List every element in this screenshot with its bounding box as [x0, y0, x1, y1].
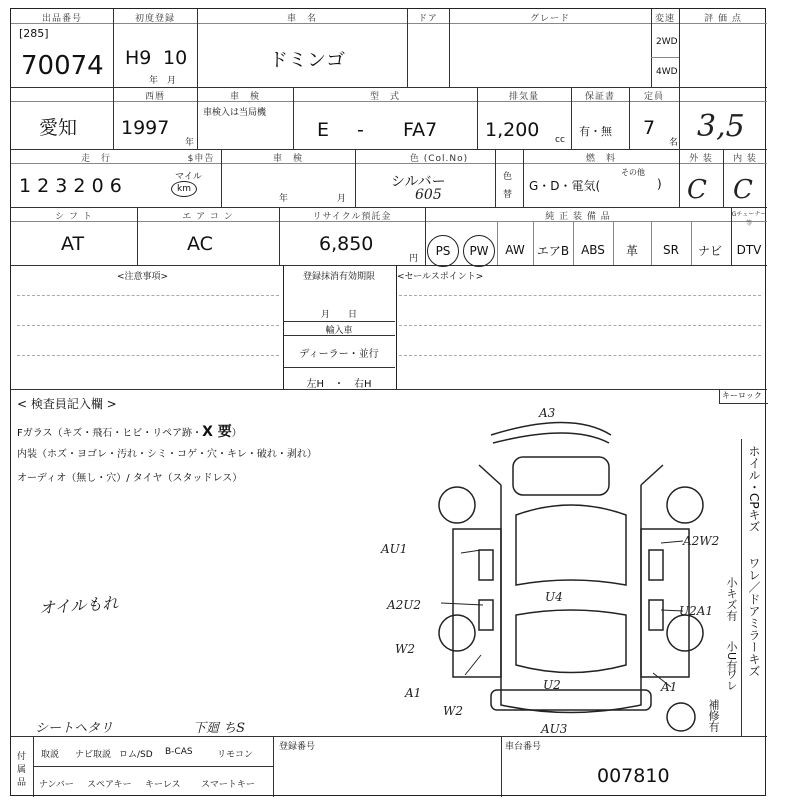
score-label: 評 価 点: [704, 14, 742, 24]
model-code: FA7: [403, 119, 438, 141]
interior-label: 内 装: [733, 154, 757, 164]
fuel-label: 燃 料: [585, 154, 616, 164]
interior-grade: C: [733, 175, 753, 205]
grade-label: グレード: [529, 14, 570, 24]
row-divider: [11, 149, 767, 150]
shift-value: AT: [61, 233, 85, 255]
keylock-label: キーロック: [722, 391, 762, 400]
sales-label: <セールスポイント>: [397, 272, 484, 282]
ac-label: エ ア コ ン: [182, 212, 234, 222]
row-divider: [11, 207, 767, 208]
car-name-label: 車 名: [286, 14, 317, 24]
door-label: ドア: [418, 14, 438, 24]
exterior-grade: C: [687, 175, 707, 205]
score-value: 3,5: [697, 109, 745, 144]
inspection-label: 車 検: [229, 92, 260, 102]
exterior-label: 外 装: [689, 154, 713, 164]
diag-label-top: A3: [539, 406, 556, 420]
footer-accessory-label-2: 品: [17, 778, 27, 788]
yen-unit: 円: [409, 254, 419, 264]
color-label: 色 (Col.No): [409, 154, 469, 164]
capacity-unit: 名: [669, 138, 679, 148]
year-value: 1997: [121, 117, 170, 139]
equip-airbag: エアB: [536, 243, 570, 258]
diag-label-u2: U2: [543, 678, 561, 692]
mileage-digits: 1 2 3 2 0 6: [19, 175, 122, 197]
import-label: 輸入車: [325, 326, 353, 336]
fuel-options: G・D・電気(: [529, 179, 601, 193]
side-note-col3: ワレ: [725, 669, 738, 691]
row-divider: [11, 736, 767, 737]
side-note-c2: 小U有: [725, 641, 738, 672]
mileage-label: 走 行: [80, 154, 111, 164]
reg-number-label: 登録番号: [279, 742, 316, 752]
color-change-1: 色: [503, 172, 513, 182]
inspection-note: 車検入は当局機: [203, 108, 267, 118]
color-code: 605: [415, 187, 442, 203]
displacement-label: 排気量: [508, 92, 539, 102]
shift-label: シ フ ト: [55, 212, 93, 222]
diag-label-l2: A2U2: [387, 598, 422, 612]
side-note-col2: ワレ／ドアミラーキズ: [747, 557, 761, 677]
warranty-label: 保証書: [584, 92, 615, 102]
drive-2wd: 2WD: [656, 37, 678, 47]
auction-sheet: [10, 8, 766, 796]
warranty-value: 有・無: [579, 125, 612, 138]
mileage-note: $申告: [187, 154, 215, 164]
inspector-line3: オーディオ（無し・穴）/ タイヤ（スタッドレス）: [17, 473, 243, 484]
equip-ps: PS: [427, 235, 459, 267]
first-reg-month: 10: [163, 47, 188, 69]
equip-aw: AW: [505, 243, 525, 257]
drive-4wd: 4WD: [656, 67, 678, 77]
diag-label-a1r: A1: [661, 680, 678, 694]
displacement-value: 1,200: [485, 119, 540, 141]
caution-label: <注意事項>: [117, 272, 169, 282]
inspection-year-unit: 年: [279, 194, 289, 204]
side-note-col1: ホイル・CPキズ: [747, 445, 761, 533]
diag-label-r1: A2W2: [683, 534, 720, 548]
equipment-label: 純 正 装 備 品: [545, 212, 611, 222]
equip-abs: ABS: [581, 243, 605, 257]
acc-navi-manual: ナビ取説: [75, 750, 112, 760]
mileage-unit-mile: マイル: [175, 172, 202, 182]
diag-label-center: U4: [545, 590, 563, 604]
row-divider: [11, 87, 767, 88]
inspection-date-label: 車 検: [272, 154, 303, 164]
diag-label-w2b: W2: [443, 704, 463, 718]
cc-unit: cc: [555, 135, 565, 145]
diag-label-l1: AU1: [381, 542, 408, 556]
recycle-value: 6,850: [319, 233, 374, 255]
model-prefix: E: [317, 119, 330, 141]
first-reg-unit: 年 月: [149, 76, 177, 86]
capacity-value: 7: [643, 117, 656, 139]
inspector-title: < 検査員記入欄 >: [17, 397, 117, 411]
equip-navi: ナビ: [697, 243, 722, 258]
model-sep: -: [357, 119, 364, 141]
equip-dtv: DTV: [736, 243, 762, 257]
diag-label-r2: U2A1: [679, 604, 714, 618]
inspector-line1: Fガラス（キズ・飛石・ヒビ・リペア跡・X 要）: [17, 424, 242, 440]
acc-manual: 取説: [41, 750, 60, 760]
import-type: ディーラー・並行: [299, 349, 379, 360]
recycle-label: リサイクル預託金: [312, 212, 392, 222]
lot-code: [285]: [19, 27, 49, 40]
acc-bcas: B-CAS: [165, 747, 193, 757]
mileage-unit-km: km: [171, 181, 197, 197]
acc-rom-sd: ロム/SD: [119, 750, 153, 760]
chassis-label: 車台番号: [505, 742, 542, 752]
lot-number: 70074: [21, 51, 104, 81]
diag-label-w2a: W2: [395, 642, 415, 656]
acc-smart-key: スマートキー: [201, 780, 255, 790]
fuel-close: ): [657, 177, 662, 191]
diag-label-a1l: A1: [405, 686, 422, 700]
first-reg-label: 初度登録: [134, 14, 175, 24]
acc-number: ナンバー: [39, 780, 74, 790]
inspection-month-unit: 月: [337, 194, 347, 204]
model-label: 型 式: [369, 92, 400, 102]
footer-accessory-label-1: 付属: [17, 752, 27, 775]
etc-label: Gチューナー等: [731, 211, 767, 227]
inspector-line2: 内装（ホズ・ヨゴレ・汚れ・シミ・コゲ・穴・キレ・破れ・剥れ）: [17, 449, 317, 460]
car-diagram: [381, 405, 721, 736]
first-reg-era: H9: [125, 47, 152, 69]
equip-pw: PW: [463, 235, 495, 267]
acc-remote: リモコン: [217, 750, 254, 760]
reg-label: 登録抹消有効期限: [302, 272, 375, 282]
color-name: シルバー: [391, 174, 446, 190]
side-note-c3: 補修有: [707, 699, 720, 732]
year-label: 西暦: [144, 92, 165, 102]
lot-label: 出品番号: [41, 14, 82, 24]
capacity-label: 定員: [643, 92, 664, 102]
handle-side: 左H ・ 右H: [306, 379, 372, 390]
handwritten-oil-leak: オイルもれ: [38, 593, 119, 618]
diag-label-bottom: AU3: [541, 722, 568, 736]
equip-leather: 革: [625, 243, 638, 258]
fuel-other: その他: [621, 168, 645, 177]
chassis-number: 007810: [597, 765, 670, 787]
year-unit: 年: [185, 138, 195, 148]
equip-sr: SR: [663, 243, 679, 257]
ac-value: AC: [187, 233, 213, 255]
region: 愛知: [39, 117, 78, 139]
car-name: ドミンゴ: [269, 49, 346, 71]
reg-md: 月 日: [321, 310, 358, 320]
acc-spare-key: スペアキー: [87, 780, 132, 790]
side-note-c1: 小キズ有: [725, 577, 738, 621]
acc-keyless: キーレス: [145, 780, 181, 790]
handwritten-seat-wear: シートヘタリ: [35, 721, 114, 736]
speed-label: 変速: [654, 14, 675, 24]
handwritten-underbody: 下廻 ちS: [193, 721, 246, 736]
color-change-2: 替: [503, 190, 513, 200]
